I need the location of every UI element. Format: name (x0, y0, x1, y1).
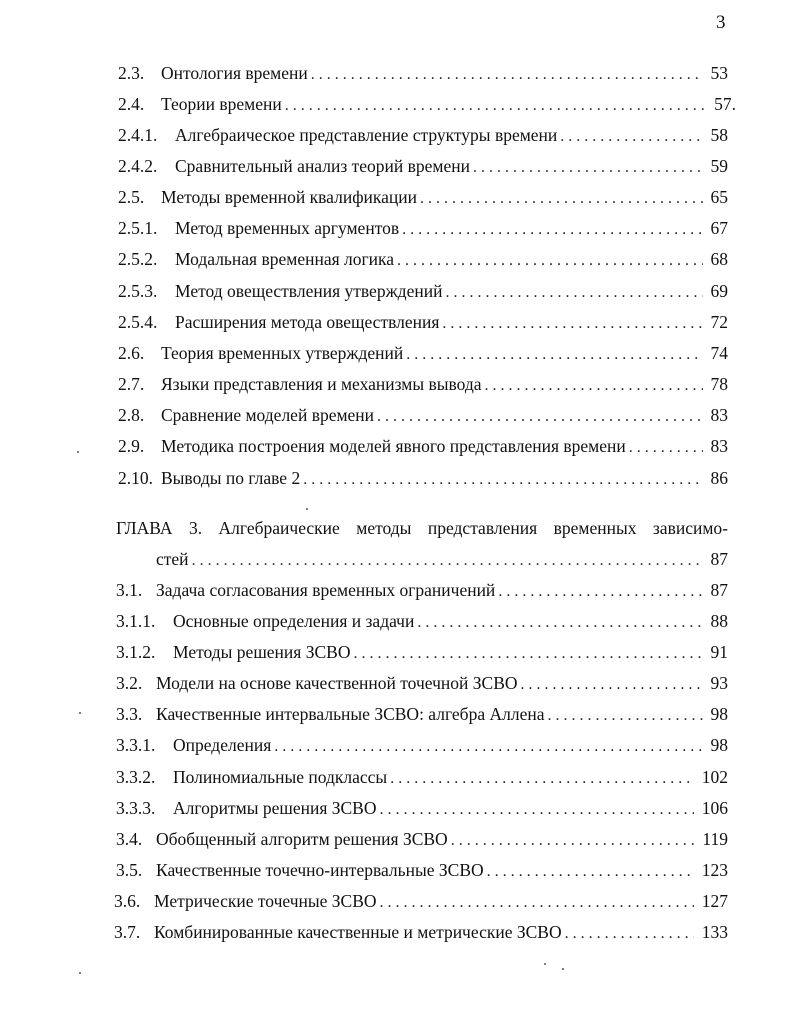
entry-page: 86 (710, 468, 728, 488)
entry-page: 93 (710, 673, 728, 693)
dot-leader (192, 549, 703, 573)
entry-number: 2.4.1. (118, 125, 158, 145)
page-number: 3 (716, 12, 726, 33)
entry-page: 67 (710, 218, 728, 238)
dot-leader (285, 94, 706, 118)
entry-title: Методы решения ЗСВО (173, 642, 351, 662)
toc-entry-2-5-1 (118, 216, 728, 240)
entry-page: 87 (710, 580, 728, 600)
toc-entry-2-3 (118, 61, 728, 85)
toc-entry-2-9 (118, 434, 728, 458)
entry-page: 58 (710, 125, 728, 145)
dot-leader (445, 281, 702, 305)
entry-page: 83 (710, 405, 728, 425)
entry-title: Теории времени (161, 94, 282, 114)
dot-leader (565, 922, 694, 946)
entry-number: 2.10. (118, 468, 153, 488)
entry-title: Комбинированные качественные и метрические ЗСВО (154, 922, 562, 942)
entry-number: 2.8. (118, 405, 145, 425)
entry-title: Определения (173, 735, 272, 755)
toc-entry-3-4 (116, 827, 728, 851)
toc-entry-3-3-3 (116, 796, 728, 820)
toc-entry-3-2 (116, 671, 728, 695)
entry-title: Метрические точечные ЗСВО (154, 891, 377, 911)
entry-title: Сравнение моделей времени (161, 405, 375, 425)
chapter-heading: ГЛАВА 3. Алгебраические методы представления временных зависимо- (116, 518, 728, 538)
entry-page: 53 (710, 63, 728, 83)
toc-entry-3-5 (116, 858, 728, 882)
toc-entry-2-10 (118, 466, 728, 490)
entry-title: Сравнительный анализ теорий времени (175, 156, 470, 176)
dot-leader (274, 735, 702, 759)
chapter-heading-continuation (156, 547, 728, 571)
entry-title: Выводы по главе 2 (161, 468, 301, 488)
toc-entry-2-5-3 (118, 279, 728, 303)
entry-number: 2.5. (118, 187, 145, 207)
toc-entry-2-4-2 (118, 154, 728, 178)
scan-speck (77, 451, 79, 453)
entry-number: 2.9. (118, 436, 145, 456)
entry-page: 83 (710, 436, 728, 456)
entry-page: 88 (710, 611, 728, 631)
entry-number: 2.4. (118, 94, 145, 114)
scan-speck (544, 963, 546, 965)
toc-entry-3-1-2 (116, 640, 728, 664)
entry-page: 102 (701, 767, 728, 787)
entry-number: 3.5. (116, 860, 143, 880)
entry-title: Полиномиальные подклассы (173, 767, 388, 787)
entry-title: Основные определения и задачи (173, 611, 415, 631)
toc-entry-2-4 (118, 92, 736, 116)
entry-number: 2.5.2. (118, 249, 158, 269)
entry-page: 65 (710, 187, 728, 207)
entry-page: 98 (710, 704, 728, 724)
entry-page: 106 (701, 798, 728, 818)
toc-entry-2-5-2 (118, 247, 728, 271)
entry-page: 69 (710, 281, 728, 301)
toc-entry-2-5 (118, 185, 728, 209)
toc-entry-2-8 (118, 403, 728, 427)
entry-title: Онтология времени (161, 63, 308, 83)
entry-number: 3.2. (116, 673, 143, 693)
entry-page: 68 (710, 249, 728, 269)
dot-leader (451, 829, 695, 853)
entry-number: 3.3.2. (116, 767, 156, 787)
entry-page: 91 (710, 642, 728, 662)
entry-page: 57. (714, 94, 736, 114)
entry-number: 3.3.3. (116, 798, 156, 818)
scan-speck (306, 508, 308, 510)
entry-number: 3.3. (116, 704, 143, 724)
entry-number: 3.4. (116, 829, 143, 849)
entry-number: 2.5.4. (118, 312, 158, 332)
dot-leader (402, 218, 702, 242)
entry-page: 133 (701, 922, 728, 942)
dot-leader (473, 156, 703, 180)
dot-leader (417, 611, 702, 635)
dot-leader (560, 125, 702, 149)
entry-number: 3.6. (114, 891, 141, 911)
entry-title: Методы временной квалификации (161, 187, 417, 207)
dot-leader (498, 580, 702, 604)
toc-entry-2-6 (118, 341, 728, 365)
entry-title: Обобщенный алгоритм решения ЗСВО (156, 829, 448, 849)
entry-title: Качественные точечно-интервальные ЗСВО (156, 860, 484, 880)
dot-leader (420, 187, 703, 211)
entry-page: 78 (710, 374, 728, 394)
entry-number: 2.7. (118, 374, 145, 394)
entry-page: 87 (710, 549, 728, 569)
entry-title: Алгебраическое представление структуры времени (175, 125, 558, 145)
entry-number: 3.1.2. (116, 642, 156, 662)
dot-leader (380, 798, 694, 822)
toc-entry-2-4-1 (118, 123, 728, 147)
toc-entry-3-1-1 (116, 609, 728, 633)
entry-title: Алгоритмы решения ЗСВО (173, 798, 377, 818)
entry-title: Языки представления и механизмы вывода (161, 374, 482, 394)
entry-number: 2.5.3. (118, 281, 158, 301)
entry-title: Теория временных утверждений (161, 343, 404, 363)
dot-leader (442, 312, 702, 336)
entry-title: Модальная временная логика (175, 249, 395, 269)
entry-number: 2.6. (118, 343, 145, 363)
dot-leader (390, 767, 694, 791)
dot-leader (311, 63, 703, 87)
toc-entry-3-1 (116, 578, 728, 602)
entry-page: 123 (701, 860, 728, 880)
dot-leader (397, 249, 702, 273)
dot-leader (485, 374, 703, 398)
dot-leader (377, 405, 702, 429)
entry-title: Метод овеществления утверждений (175, 281, 443, 301)
entry-title: стей (156, 549, 189, 569)
entry-page: 119 (702, 829, 728, 849)
entry-title: Расширения метода овеществления (175, 312, 440, 332)
toc-entry-3-7 (114, 920, 728, 944)
dot-leader (380, 891, 694, 915)
entry-number: 3.7. (114, 922, 141, 942)
dot-leader (353, 642, 702, 666)
entry-title: Метод временных аргументов (175, 218, 400, 238)
dot-leader (487, 860, 694, 884)
entry-page: 98 (710, 735, 728, 755)
entry-title: Задача согласования временных ограничений (156, 580, 496, 600)
entry-number: 2.3. (118, 63, 145, 83)
scan-speck (562, 968, 564, 970)
toc-entry-3-3 (116, 702, 728, 726)
dot-leader (406, 343, 702, 367)
entry-number: 3.1.1. (116, 611, 156, 631)
entry-title: Модели на основе качественной точечной ЗСВО (156, 673, 518, 693)
toc-entry-2-7 (118, 372, 728, 396)
entry-page: 72 (710, 312, 728, 332)
dot-leader (303, 468, 702, 492)
entry-number: 2.4.2. (118, 156, 158, 176)
entry-number: 2.5.1. (118, 218, 158, 238)
toc-entry-3-6 (114, 889, 728, 913)
entry-page: 127 (701, 891, 728, 911)
entry-page: 74 (710, 343, 728, 363)
dot-leader (547, 704, 702, 728)
entry-page: 59 (710, 156, 728, 176)
entry-number: 3.1. (116, 580, 143, 600)
toc-entry-2-5-4 (118, 310, 728, 334)
scan-speck (79, 972, 81, 974)
toc-entry-3-3-2 (116, 765, 728, 789)
entry-title: Качественные интервальные ЗСВО: алгебра Аллена (156, 704, 545, 724)
dot-leader (521, 673, 703, 697)
entry-number: 3.3.1. (116, 735, 156, 755)
toc-entry-3-3-1 (116, 733, 728, 757)
scan-speck (79, 712, 81, 714)
dot-leader (629, 436, 703, 460)
entry-title: Методика построения моделей явного представления времени (161, 436, 626, 456)
